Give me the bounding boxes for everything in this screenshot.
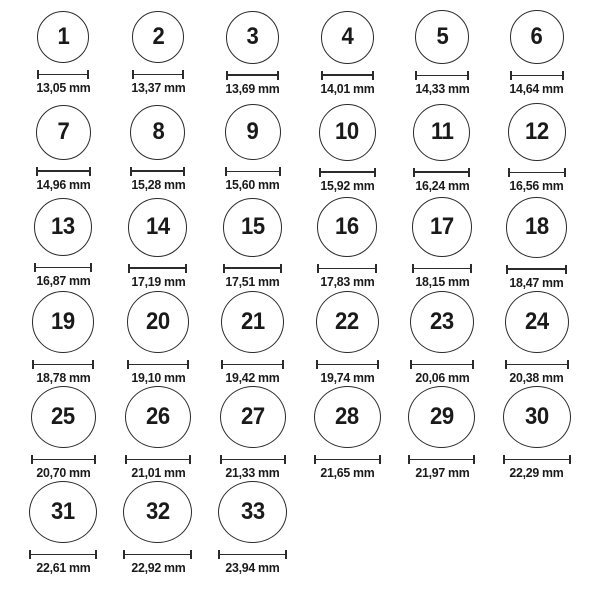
ring-size-item bbox=[395, 291, 490, 386]
diameter-label: 23,94 mm bbox=[225, 560, 280, 576]
diameter-line bbox=[29, 550, 97, 559]
tick-right bbox=[279, 167, 281, 176]
ring-circle bbox=[220, 386, 286, 448]
ring-number: 8 bbox=[152, 118, 164, 146]
diameter-label: 18,78 mm bbox=[36, 370, 91, 386]
diameter-line bbox=[508, 168, 566, 177]
line-bar bbox=[410, 459, 473, 461]
ring-size-item bbox=[16, 101, 111, 196]
ring-circle bbox=[123, 481, 192, 543]
diameter-label: 17,19 mm bbox=[130, 273, 185, 289]
diameter-line bbox=[314, 455, 381, 464]
diameter-label: 14,96 mm bbox=[36, 176, 91, 192]
diameter-line bbox=[223, 264, 282, 273]
tick-right bbox=[280, 264, 282, 273]
ring-size-item bbox=[489, 6, 584, 101]
ring-circle bbox=[503, 386, 571, 448]
ring-circle bbox=[221, 291, 284, 353]
line-bar bbox=[319, 268, 375, 270]
diameter-line bbox=[415, 71, 469, 80]
ring-circle bbox=[321, 11, 374, 64]
ring-circle bbox=[508, 103, 566, 161]
ring-size-item bbox=[300, 101, 395, 196]
ring-size-item bbox=[300, 386, 395, 481]
ring-size-item bbox=[111, 386, 206, 481]
line-bar bbox=[33, 459, 94, 461]
diameter-label: 22,92 mm bbox=[130, 560, 185, 576]
diameter-label: 14,64 mm bbox=[509, 81, 564, 97]
line-bar bbox=[505, 459, 569, 461]
tick-right bbox=[90, 263, 92, 272]
ring-size-item bbox=[16, 6, 111, 101]
ring-circle bbox=[412, 197, 472, 257]
ring-circle bbox=[36, 105, 91, 160]
line-bar bbox=[417, 75, 467, 77]
diameter-label: 15,28 mm bbox=[130, 176, 185, 192]
line-bar bbox=[414, 268, 470, 270]
diameter-line bbox=[317, 264, 377, 273]
tick-right bbox=[377, 360, 379, 369]
ring-circle bbox=[410, 291, 474, 353]
tick-right bbox=[372, 71, 374, 80]
diameter-line bbox=[410, 360, 474, 369]
line-bar bbox=[507, 364, 567, 366]
line-bar bbox=[125, 554, 190, 556]
ring-number: 6 bbox=[530, 23, 543, 51]
line-bar bbox=[508, 268, 565, 270]
ring-circle bbox=[316, 291, 379, 353]
line-bar bbox=[318, 364, 377, 366]
tick-right bbox=[565, 265, 567, 274]
ring-size-item bbox=[489, 196, 584, 291]
ring-size-item bbox=[205, 291, 300, 386]
tick-right bbox=[189, 455, 191, 464]
diameter-line bbox=[413, 168, 470, 177]
tick-right bbox=[92, 360, 94, 369]
diameter-line bbox=[221, 360, 284, 369]
ring-size-item bbox=[489, 291, 584, 386]
diameter-line bbox=[316, 360, 379, 369]
line-bar bbox=[127, 459, 189, 461]
diameter-line bbox=[218, 550, 287, 559]
line-bar bbox=[227, 171, 279, 173]
diameter-label: 17,51 mm bbox=[225, 273, 280, 289]
ring-circle bbox=[317, 197, 377, 257]
ring-size-item bbox=[395, 101, 490, 196]
diameter-label: 15,92 mm bbox=[320, 177, 375, 193]
tick-right bbox=[285, 550, 287, 559]
ring-number: 2 bbox=[152, 23, 164, 51]
ring-number: 5 bbox=[436, 23, 448, 51]
ring-number: 33 bbox=[240, 498, 265, 526]
tick-right bbox=[472, 360, 474, 369]
ring-size-item bbox=[489, 386, 584, 481]
ring-number: 29 bbox=[430, 403, 454, 431]
diameter-label: 17,83 mm bbox=[320, 274, 375, 290]
diameter-label: 18,15 mm bbox=[414, 274, 469, 290]
ring-number: 26 bbox=[146, 403, 170, 431]
diameter-line bbox=[123, 550, 192, 559]
ring-number: 11 bbox=[430, 118, 454, 146]
ring-circle bbox=[125, 386, 191, 448]
line-bar bbox=[134, 74, 182, 76]
ring-size-item bbox=[111, 291, 206, 386]
ring-circle bbox=[510, 10, 564, 64]
ring-size-item bbox=[16, 291, 111, 386]
ring-number: 4 bbox=[341, 23, 354, 51]
ring-size-item bbox=[395, 6, 490, 101]
ring-size-item bbox=[111, 6, 206, 101]
ring-circle bbox=[226, 11, 279, 64]
ring-circle bbox=[319, 104, 376, 161]
ring-circle bbox=[506, 197, 567, 258]
ring-circle bbox=[225, 104, 281, 160]
tick-right bbox=[87, 70, 89, 79]
line-bar bbox=[321, 171, 374, 173]
ring-number: 12 bbox=[524, 118, 549, 146]
ring-number: 14 bbox=[146, 213, 170, 241]
line-bar bbox=[323, 74, 372, 76]
ring-number: 7 bbox=[57, 118, 70, 146]
ring-number: 19 bbox=[51, 308, 76, 336]
ring-circle bbox=[34, 198, 92, 256]
line-bar bbox=[412, 364, 472, 366]
diameter-label: 16,24 mm bbox=[414, 177, 469, 193]
diameter-line bbox=[37, 70, 89, 79]
tick-right bbox=[468, 168, 470, 177]
diameter-label: 13,37 mm bbox=[130, 80, 185, 96]
diameter-label: 14,33 mm bbox=[414, 81, 469, 97]
diameter-label: 19,42 mm bbox=[225, 370, 280, 386]
ring-circle bbox=[127, 291, 189, 353]
diameter-line bbox=[36, 167, 91, 176]
line-bar bbox=[36, 267, 90, 269]
ring-number: 3 bbox=[246, 23, 259, 51]
ring-number: 17 bbox=[430, 213, 454, 241]
line-bar bbox=[228, 74, 277, 76]
ring-size-item bbox=[16, 386, 111, 481]
diameter-line bbox=[32, 360, 94, 369]
diameter-label: 22,29 mm bbox=[509, 465, 564, 481]
tick-right bbox=[89, 167, 91, 176]
diameter-label: 21,65 mm bbox=[320, 465, 375, 481]
ring-circle bbox=[130, 105, 185, 160]
diameter-line bbox=[132, 70, 184, 79]
tick-right bbox=[282, 360, 284, 369]
ring-number: 28 bbox=[335, 403, 360, 431]
tick-right bbox=[470, 264, 472, 273]
ring-size-item bbox=[395, 386, 490, 481]
tick-right bbox=[374, 168, 376, 177]
ring-number: 16 bbox=[335, 213, 360, 241]
diameter-line bbox=[225, 167, 281, 176]
ring-number: 21 bbox=[240, 308, 265, 336]
diameter-label: 18,47 mm bbox=[509, 274, 564, 290]
ring-size-item bbox=[16, 481, 111, 576]
diameter-label: 16,56 mm bbox=[509, 178, 564, 194]
diameter-label: 19,74 mm bbox=[320, 370, 375, 386]
ring-circle bbox=[132, 11, 184, 63]
ring-size-item bbox=[111, 481, 206, 576]
diameter-label: 21,33 mm bbox=[225, 465, 280, 481]
line-bar bbox=[129, 364, 187, 366]
line-bar bbox=[31, 554, 95, 556]
ring-number: 1 bbox=[57, 23, 70, 51]
ring-size-item bbox=[16, 196, 111, 291]
ring-circle bbox=[128, 198, 187, 257]
diameter-label: 13,69 mm bbox=[225, 80, 280, 96]
tick-right bbox=[190, 550, 192, 559]
ring-circle bbox=[223, 198, 282, 257]
ring-size-item bbox=[205, 481, 300, 576]
line-bar bbox=[39, 74, 87, 76]
diameter-line bbox=[412, 264, 472, 273]
tick-right bbox=[183, 167, 185, 176]
diameter-label: 16,87 mm bbox=[36, 273, 91, 289]
tick-right bbox=[94, 455, 96, 464]
line-bar bbox=[415, 171, 468, 173]
ring-circle bbox=[505, 291, 569, 353]
tick-right bbox=[185, 264, 187, 273]
tick-right bbox=[182, 70, 184, 79]
line-bar bbox=[132, 170, 183, 172]
ring-number: 20 bbox=[146, 308, 170, 336]
line-bar bbox=[223, 364, 282, 366]
diameter-line bbox=[128, 264, 187, 273]
tick-right bbox=[473, 455, 475, 464]
diameter-label: 20,70 mm bbox=[36, 465, 91, 481]
tick-right bbox=[467, 71, 469, 80]
line-bar bbox=[512, 75, 562, 77]
tick-right bbox=[187, 360, 189, 369]
ring-circle bbox=[408, 386, 475, 448]
diameter-line bbox=[321, 71, 374, 80]
tick-right bbox=[567, 360, 569, 369]
diameter-line bbox=[510, 71, 564, 80]
diameter-line bbox=[220, 455, 286, 464]
diameter-line bbox=[130, 167, 185, 176]
ring-number: 10 bbox=[335, 118, 360, 146]
ring-size-item bbox=[205, 386, 300, 481]
ring-circle bbox=[29, 481, 97, 543]
ring-number: 13 bbox=[51, 213, 76, 241]
ring-circle bbox=[218, 481, 287, 543]
line-bar bbox=[220, 554, 285, 556]
tick-right bbox=[95, 550, 97, 559]
ring-size-item bbox=[395, 196, 490, 291]
diameter-label: 20,38 mm bbox=[509, 370, 564, 386]
ring-number: 32 bbox=[146, 498, 170, 526]
ring-circle bbox=[413, 104, 470, 161]
diameter-line bbox=[505, 360, 569, 369]
ring-number: 31 bbox=[51, 498, 76, 526]
diameter-line bbox=[408, 455, 475, 464]
tick-right bbox=[375, 264, 377, 273]
ring-size-item bbox=[300, 291, 395, 386]
line-bar bbox=[510, 172, 564, 174]
diameter-line bbox=[506, 265, 567, 274]
diameter-label: 21,01 mm bbox=[130, 465, 185, 481]
line-bar bbox=[225, 267, 280, 269]
tick-right bbox=[284, 455, 286, 464]
diameter-line bbox=[226, 71, 279, 80]
diameter-line bbox=[503, 455, 571, 464]
ring-number: 18 bbox=[524, 213, 549, 241]
ring-number: 25 bbox=[51, 403, 76, 431]
diameter-label: 14,01 mm bbox=[320, 80, 375, 96]
ring-circle bbox=[31, 386, 96, 448]
ring-circle bbox=[314, 386, 381, 448]
ring-circle bbox=[415, 10, 469, 64]
tick-right bbox=[562, 71, 564, 80]
ring-size-item bbox=[205, 6, 300, 101]
ring-circle bbox=[32, 291, 94, 353]
line-bar bbox=[34, 364, 92, 366]
ring-number: 23 bbox=[430, 308, 454, 336]
diameter-label: 22,61 mm bbox=[36, 560, 91, 576]
diameter-label: 19,10 mm bbox=[130, 370, 185, 386]
ring-size-grid bbox=[16, 6, 584, 576]
diameter-label: 21,97 mm bbox=[414, 465, 469, 481]
ring-number: 27 bbox=[240, 403, 265, 431]
ring-number: 9 bbox=[246, 118, 259, 146]
diameter-label: 15,60 mm bbox=[225, 177, 280, 193]
ring-size-item bbox=[111, 101, 206, 196]
line-bar bbox=[316, 459, 379, 461]
ring-number: 22 bbox=[335, 308, 360, 336]
ring-size-item bbox=[205, 101, 300, 196]
diameter-line bbox=[125, 455, 191, 464]
tick-right bbox=[277, 71, 279, 80]
ring-size-item bbox=[205, 196, 300, 291]
ring-size-item bbox=[300, 196, 395, 291]
ring-number: 24 bbox=[524, 308, 549, 336]
line-bar bbox=[38, 170, 89, 172]
diameter-label: 13,05 mm bbox=[36, 80, 91, 96]
ring-size-item bbox=[111, 196, 206, 291]
tick-right bbox=[564, 168, 566, 177]
ring-size-item bbox=[300, 6, 395, 101]
line-bar bbox=[130, 267, 185, 269]
tick-right bbox=[569, 455, 571, 464]
diameter-label: 20,06 mm bbox=[414, 370, 469, 386]
diameter-line bbox=[127, 360, 189, 369]
tick-right bbox=[379, 455, 381, 464]
ring-size-item bbox=[489, 101, 584, 196]
diameter-line bbox=[31, 455, 96, 464]
line-bar bbox=[222, 459, 284, 461]
diameter-line bbox=[319, 168, 376, 177]
diameter-line bbox=[34, 263, 92, 272]
ring-circle bbox=[37, 11, 89, 63]
ring-number: 15 bbox=[240, 213, 265, 241]
ring-number: 30 bbox=[524, 403, 549, 431]
